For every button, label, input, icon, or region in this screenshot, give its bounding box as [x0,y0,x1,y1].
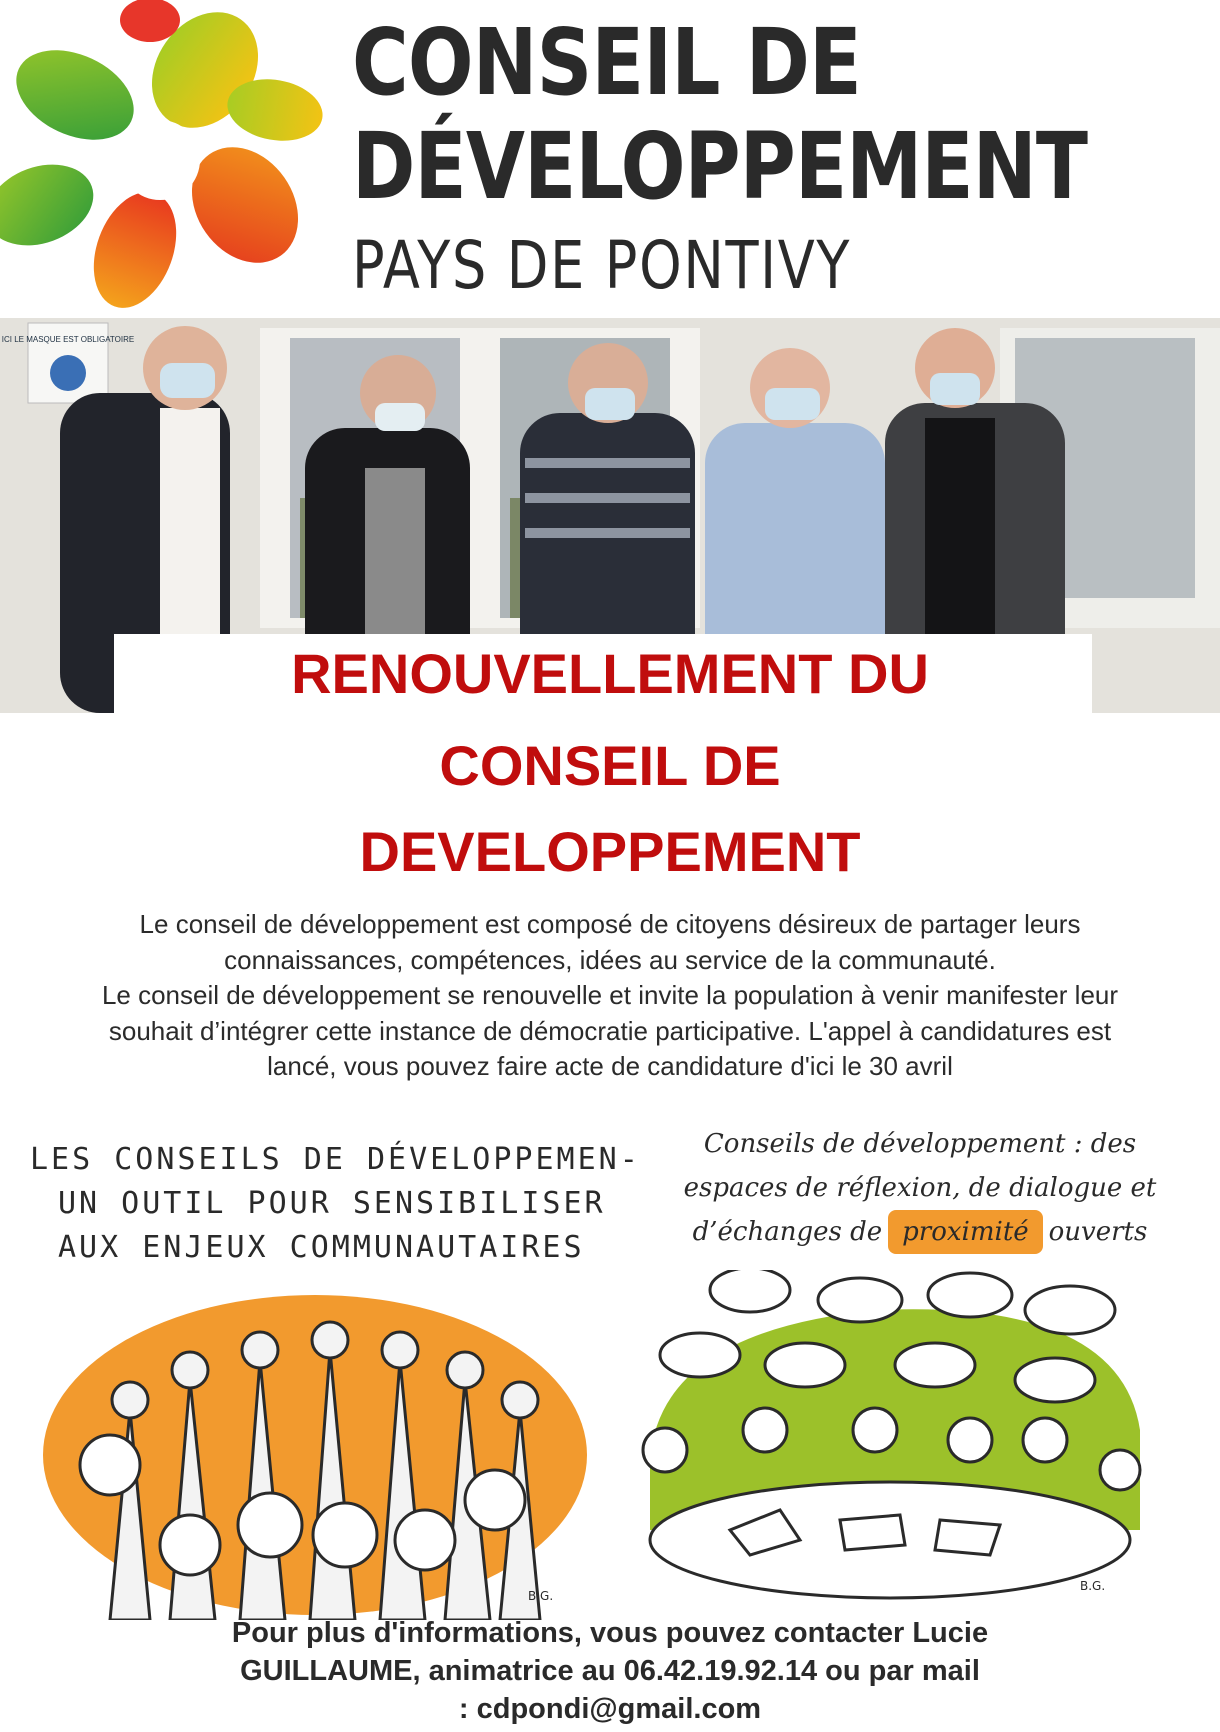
intro-paragraph [40,907,1180,1085]
contact-email[interactable]: : cdpondi@gmail.com [458,1693,762,1725]
contact-line: Pour plus d'informations, vous pouvez contacter Lucie [231,1617,989,1649]
brand-title-line1: CONSEIL DE [352,9,861,116]
caption-text: ouverts [1048,1217,1148,1247]
caption-line: LES CONSEILS DE DÉVELOPPEMEN- [30,1142,641,1177]
caption-text: d’échanges de [692,1217,883,1247]
brand-title-line2: DÉVELOPPEMENT [352,113,1088,220]
page-title-line1: RENOUVELLEMENT DU [291,642,929,705]
intro-line: connaissances, compétences, idées au service de la communauté. [224,944,996,975]
raised-hands-illustration [40,1290,590,1620]
intro-line: Le conseil de développement est composé de citoyens désireux de partager leurs [139,909,1081,939]
caption-line: AUX ENJEUX COMMUNAUTAIRES [58,1230,585,1265]
caption-line: UN OUTIL POUR SENSIBILISER [58,1186,606,1221]
contact-info [60,1614,1160,1728]
right-illustration-caption [640,1122,1200,1254]
mask-sign-text: ICI LE MASQUE EST OBLIGATOIRE [1,335,135,344]
intro-line: souhait d’intégrer cette instance de démocratie participative. L'appel à candidatures est [108,1015,1112,1046]
caption-line: espaces de réflexion, de dialogue et [683,1173,1157,1203]
intro-line: Le conseil de développement se renouvelle et invite la population à venir manifester leur [101,980,1119,1010]
caption-line [640,1210,1200,1254]
contact-line: GUILLAUME, animatrice au 06.42.19.92.14 ou par mail [240,1655,980,1687]
intro-line: lancé, vous pouvez faire acte de candidature d'ici le 30 avril [267,1051,953,1081]
discussion-table-illustration [640,1270,1150,1600]
page-title-line2: CONSEIL DE [439,734,781,797]
page-title-line3: DEVELOPPEMENT [359,820,861,883]
caption-line: Conseils de développement : des [703,1129,1137,1159]
highlight-badge: proximité [888,1210,1043,1254]
brand-subtitle: PAYS DE PONTIVY [352,227,852,304]
illustrator-signature: B.G. [528,1589,554,1603]
left-illustration-caption [30,1138,641,1270]
flower-logo [0,0,330,320]
illustrator-signature: B.G. [1080,1579,1106,1593]
